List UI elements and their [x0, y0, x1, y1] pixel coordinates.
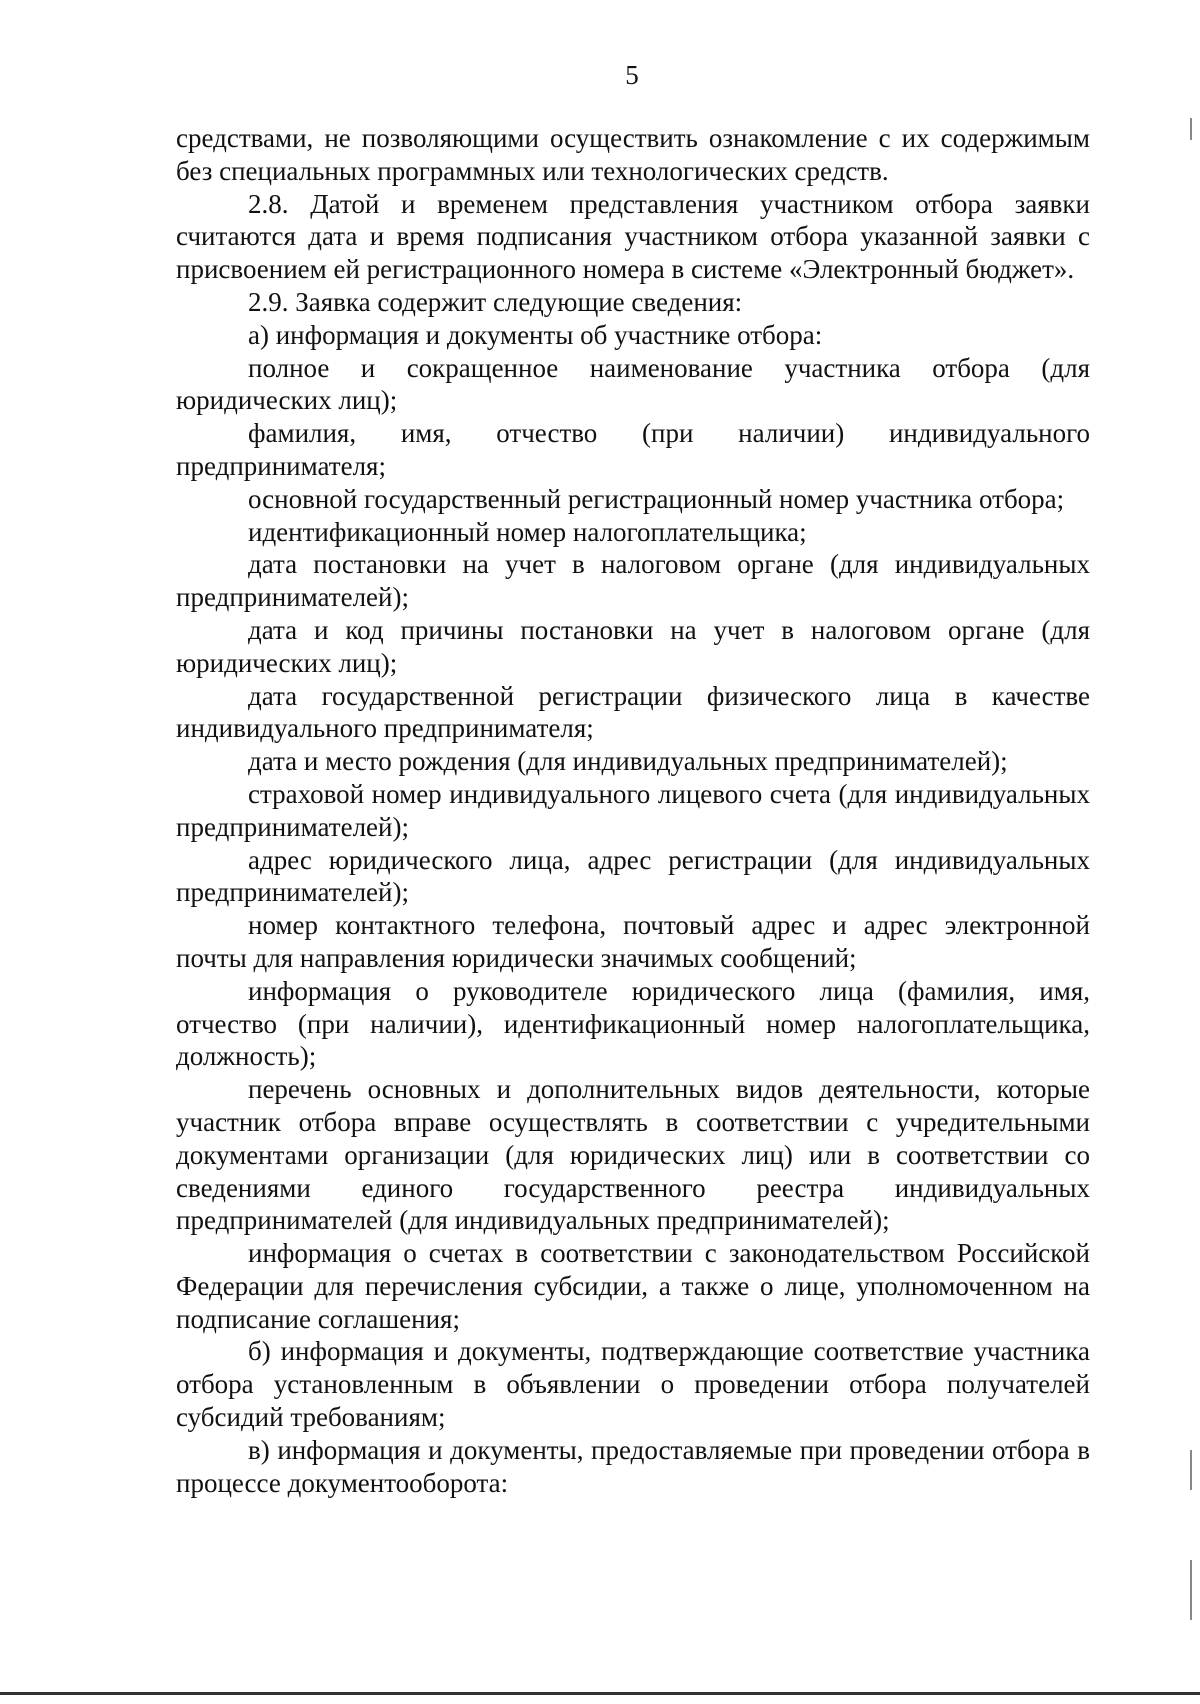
paragraph-tax-registration-date: дата постановки на учет в налоговом органе (для индивидуальных предпринимателей); [176, 549, 1090, 613]
paragraph-entrepreneur-name: фамилия, имя, отчество (при наличии) индивидуального предпринимателя; [176, 418, 1090, 481]
scan-bottom-edge [0, 1692, 1200, 1695]
paragraph-activities: перечень основных и дополнительных видов деятельности, которые участник отбора вправе осуществлять в соответствии с учредительными документами организации (для юридических лиц) или в соответствии со сведениями единого государственного реестра индивидуальных предпринимателей (для индивидуальных предпринимателей); [176, 1074, 1090, 1236]
paragraph-address: адрес юридического лица, адрес регистрации (для индивидуальных предпринимателей); [176, 844, 1090, 908]
paragraph-item-b: б) информация и документы, подтверждающие соответствие участника отбора установленным в объявлении о проведении отбора получателей субсидий требованиям; [176, 1336, 1090, 1433]
paragraph-2-8: 2.8. Датой и временем представления участником отбора заявки считаются дата и время подписания участником отбора указанной заявки с присвоением ей регистрационного номера в системе «Электронный бюджет». [176, 188, 1090, 285]
paragraph-item-v: в) информация и документы, предоставляемые при проведении отбора в процессе документооборота: [176, 1434, 1090, 1498]
paragraph-snils: страховой номер индивидуального лицевого счета (для индивидуальных предпринимателей); [176, 778, 1090, 842]
page-number: 5 [625, 60, 639, 90]
paragraph-tax-registration-code: дата и код причины постановки на учет в налоговом органе (для юридических лиц); [176, 614, 1090, 678]
paragraph-ogrn: основной государственный регистрационный номер участника отбора; [248, 483, 1065, 514]
scan-edge-mark [1190, 1450, 1192, 1490]
paragraph-birth-date-place: дата и место рождения (для индивидуальных предпринимателей); [248, 746, 1008, 777]
paragraph-item-a: а) информация и документы об участнике отбора: [248, 319, 823, 350]
scan-edge-mark [1190, 118, 1192, 140]
paragraph-contacts: номер контактного телефона, почтовый адрес и адрес электронной почты для направления юридически значимых сообщений; [176, 910, 1090, 973]
paragraph-head-info: информация о руководителе юридического лица (фамилия, имя, отчество (при наличии), идентификационный номер налогоплательщика, должность); [176, 975, 1090, 1072]
paragraph-2-9: 2.9. Заявка содержит следующие сведения: [248, 286, 743, 317]
scan-edge-mark [1190, 1560, 1192, 1620]
paragraph-continuation: средствами, не позволяющими осуществить ознакомление с их содержимым без специальных программных или технологических средств. [176, 123, 1090, 186]
paragraph-full-name: полное и сокращенное наименование участника отбора (для юридических лиц); [176, 352, 1090, 416]
paragraph-state-registration-date: дата государственной регистрации физического лица в качестве индивидуального предпринимателя; [176, 680, 1090, 744]
document-body [176, 122, 1090, 1499]
paragraph-accounts: информация о счетах в соответствии с законодательством Российской Федерации для перечисления субсидии, а также о лице, уполномоченном на подписание соглашения; [176, 1238, 1090, 1334]
paragraph-inn: идентификационный номер налогоплательщика; [248, 516, 807, 547]
